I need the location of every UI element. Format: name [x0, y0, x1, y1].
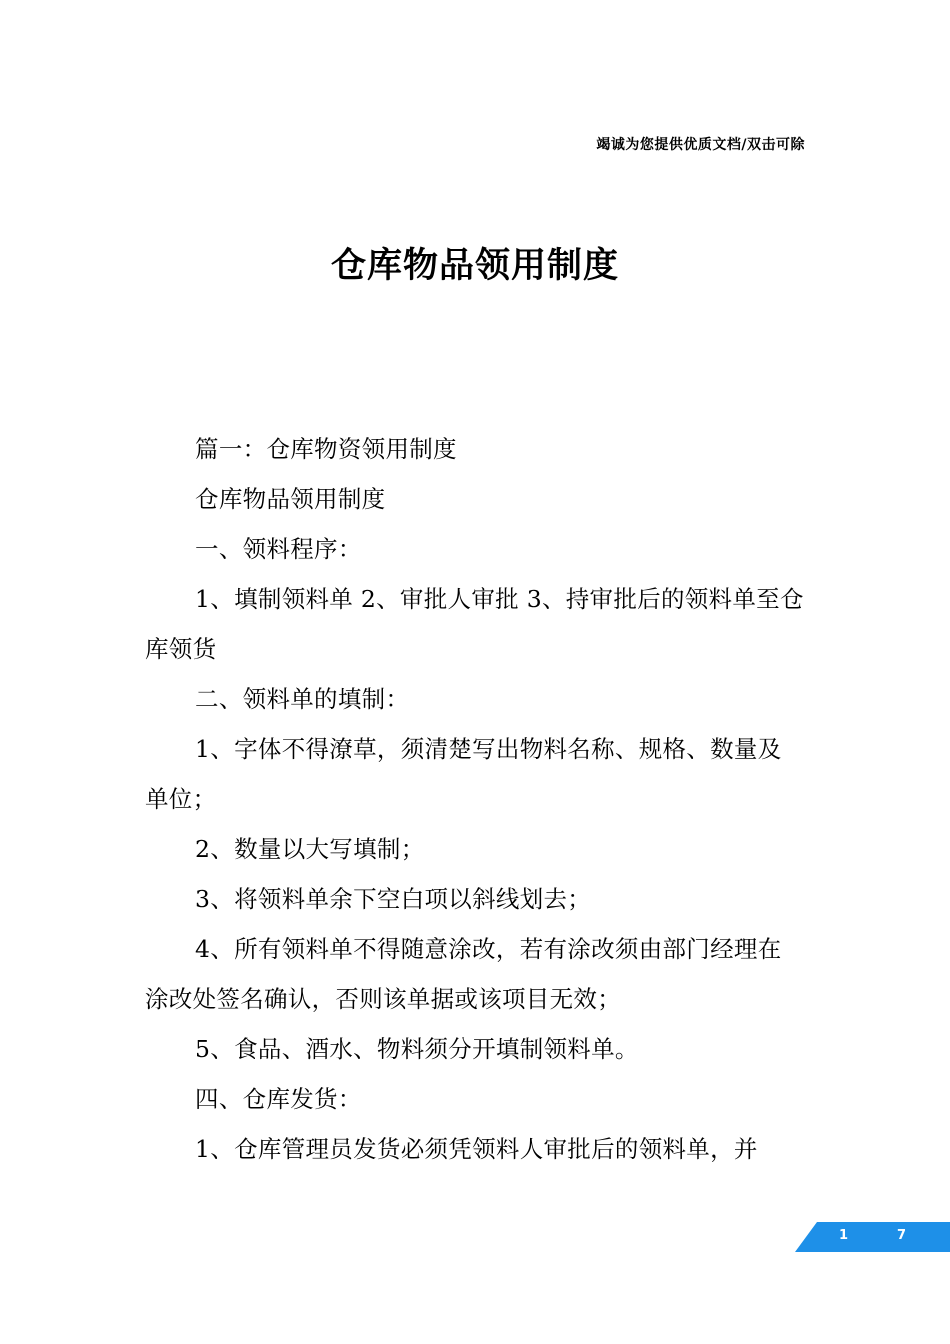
document-title: 仓库物品领用制度: [330, 246, 619, 286]
paragraph: 仓库物品领用制度: [195, 485, 386, 513]
paragraph: 篇一：仓库物资领用制度: [195, 435, 457, 463]
paragraph: 1、字体不得潦草，须清楚写出物料名称、规格、数量及单位；: [145, 735, 782, 813]
document-body: [145, 424, 805, 1174]
page-badge-shape: [795, 1222, 950, 1252]
paragraph: 5、食品、酒水、物料须分开填制领料单。: [195, 1035, 639, 1063]
paragraph: 一、领料程序：: [195, 535, 362, 563]
paragraph: 四、仓库发货：: [195, 1085, 362, 1113]
paragraph: 1、仓库管理员发货必须凭领料人审批后的领料单，并: [195, 1135, 758, 1163]
page-total-number: 7: [897, 1228, 907, 1243]
paragraph: 4、所有领料单不得随意涂改，若有涂改须由部门经理在涂改处签名确认，否则该单据或该项目无效；: [145, 935, 782, 1013]
paragraph: 3、将领料单余下空白项以斜线划去；: [195, 885, 592, 913]
page-indicator: [795, 1222, 950, 1252]
paragraph: 二、领料单的填制：: [195, 685, 410, 713]
paragraph: 1、填制领料单 2、审批人审批 3、持审批后的领料单至仓库领货: [145, 585, 804, 663]
header-note: 竭诚为您提供优质文档/双击可除: [596, 137, 805, 153]
paragraph: 2、数量以大写填制；: [195, 835, 425, 863]
page-current-number: 1: [839, 1228, 849, 1243]
